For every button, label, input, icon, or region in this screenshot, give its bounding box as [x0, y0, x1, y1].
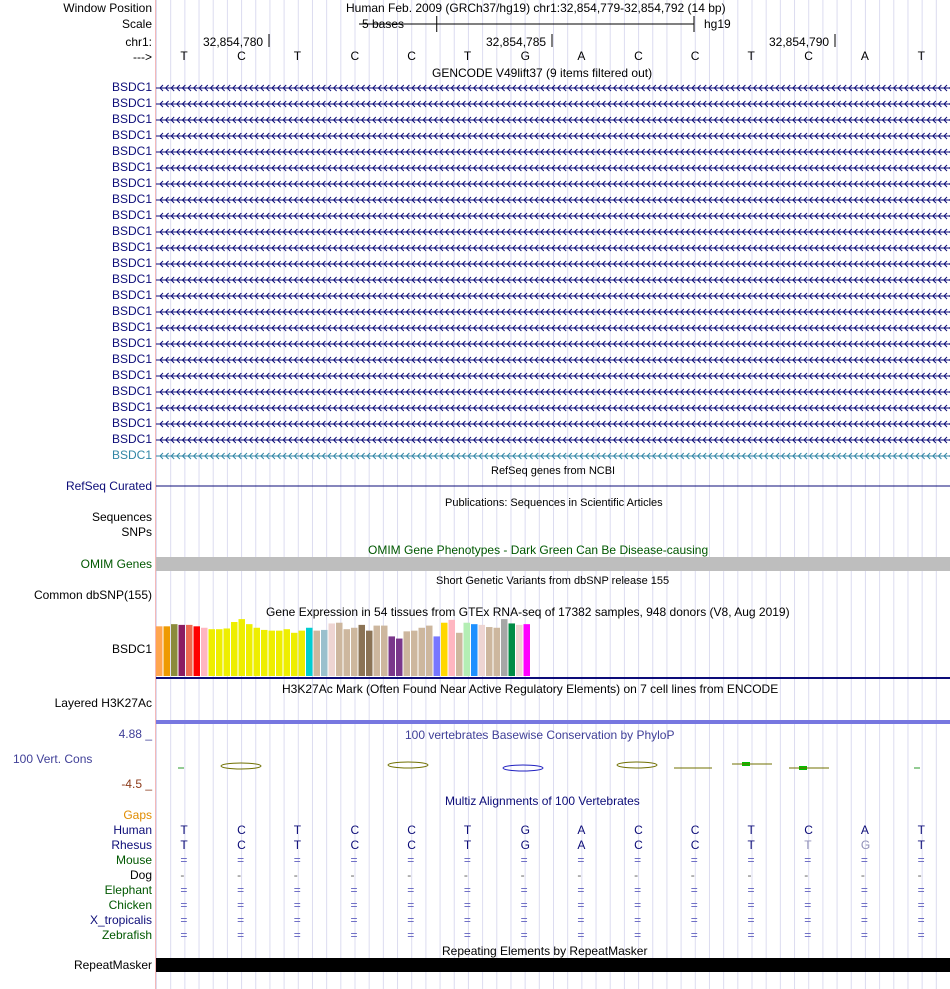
h3k27ac-title: H3K27Ac Mark (Often Found Near Active Regulatory Elements) on 7 cell lines from ENCODE — [282, 682, 779, 696]
alignment-base: = — [804, 898, 812, 912]
gencode-transcript[interactable] — [156, 341, 950, 347]
gtex-tissue-bar[interactable] — [261, 630, 268, 676]
gencode-item-label[interactable]: BSDC1 — [111, 80, 152, 94]
species-label[interactable]: Rhesus — [111, 838, 152, 852]
alignment-base: - — [577, 868, 582, 882]
alignment-base: = — [463, 913, 471, 927]
phylop-label[interactable]: 100 Vert. Cons — [13, 752, 93, 766]
alignment-base: T — [293, 838, 302, 852]
alignment-base: = — [237, 913, 245, 927]
alignment-base: T — [463, 823, 472, 837]
alignment-base: = — [917, 913, 925, 927]
alignment-base: C — [350, 838, 360, 852]
alignment-base: = — [463, 883, 471, 897]
alignment-base: = — [804, 883, 812, 897]
gencode-item-label[interactable]: BSDC1 — [111, 160, 152, 174]
gtex-tissue-bar[interactable] — [464, 623, 471, 676]
gtex-tissue-bar[interactable] — [389, 636, 396, 676]
species-label[interactable]: X_tropicalis — [89, 913, 152, 927]
gencode-transcript[interactable] — [156, 229, 950, 235]
alignment-base: = — [520, 928, 528, 942]
gtex-tissue-bar[interactable] — [419, 628, 426, 676]
gtex-tissue-bar[interactable] — [276, 631, 283, 676]
gtex-tissue-bar[interactable] — [426, 626, 433, 676]
alignment-base: = — [634, 928, 642, 942]
gtex-tissue-bar[interactable] — [314, 631, 321, 676]
alignment-base: = — [690, 928, 698, 942]
alignment-base: = — [350, 928, 358, 942]
sequence-base: A — [860, 49, 869, 63]
gencode-item-label[interactable]: BSDC1 — [111, 96, 152, 110]
gencode-transcript[interactable] — [156, 133, 950, 139]
gtex-tissue-bar[interactable] — [284, 629, 291, 676]
gtex-tissue-bar[interactable] — [306, 628, 313, 676]
gencode-transcript[interactable] — [156, 101, 950, 107]
gtex-tissue-bar[interactable] — [479, 625, 486, 676]
alignment-base: = — [804, 913, 812, 927]
alignment-base: = — [350, 853, 358, 867]
gencode-item-label[interactable]: BSDC1 — [111, 240, 152, 254]
gtex-tissue-bar[interactable] — [209, 629, 216, 676]
phylop-max-label: 4.88 _ — [118, 727, 152, 741]
gencode-transcript[interactable] — [156, 325, 950, 331]
ruler-position-3: 32,854,790 — [769, 35, 830, 49]
repeatmasker-label[interactable]: RepeatMasker — [73, 958, 152, 972]
ruler-position-1: 32,854,780 — [203, 35, 264, 49]
gencode-transcript[interactable] — [156, 453, 950, 459]
alignment-base: = — [463, 853, 471, 867]
gencode-item-label[interactable]: BSDC1 — [111, 416, 152, 430]
sequence-base: T — [747, 49, 755, 63]
refseq-label[interactable]: RefSeq Curated — [65, 479, 152, 493]
alignment-base: - — [293, 868, 298, 882]
alignment-base: = — [747, 928, 755, 942]
scale-text: 5 bases — [362, 17, 405, 31]
sequence-base: T — [180, 49, 188, 63]
gencode-transcript[interactable] — [156, 213, 950, 219]
alignment-base: - — [407, 868, 412, 882]
alignment-base: = — [293, 898, 301, 912]
alignment-base: T — [917, 838, 925, 852]
gencode-item-label[interactable]: BSDC1 — [111, 304, 152, 318]
sequence-base: C — [690, 49, 700, 63]
gencode-item-label[interactable]: BSDC1 — [111, 144, 152, 158]
alignment-base: = — [634, 913, 642, 927]
sequence-base: T — [293, 49, 302, 63]
alignment-base: = — [634, 883, 642, 897]
alignment-base: - — [690, 868, 695, 882]
gencode-item-label[interactable]: BSDC1 — [111, 352, 152, 366]
gencode-transcript[interactable] — [156, 197, 950, 203]
gtex-tissue-bar[interactable] — [516, 625, 523, 676]
alignment-base: T — [804, 838, 812, 852]
gtex-tissue-bar[interactable] — [501, 619, 508, 676]
alignment-base: - — [237, 868, 242, 882]
gencode-item-label[interactable]: BSDC1 — [111, 448, 152, 462]
gtex-tissue-bar[interactable] — [359, 625, 366, 676]
alignment-base: = — [747, 883, 755, 897]
gtex-tissue-bar[interactable] — [321, 630, 328, 676]
omim-gene-bar[interactable] — [156, 557, 950, 571]
gencode-item-label[interactable]: BSDC1 — [111, 256, 152, 270]
gtex-label[interactable]: BSDC1 — [111, 642, 152, 656]
alignment-base: = — [520, 898, 528, 912]
gtex-tissue-bar[interactable] — [179, 625, 186, 676]
gencode-transcript[interactable] — [156, 85, 950, 91]
alignment-base: = — [237, 883, 245, 897]
gtex-tissue-bar[interactable] — [224, 628, 231, 676]
sequence-base: A — [577, 49, 586, 63]
phylop-score — [732, 762, 772, 766]
alignment-base: C — [237, 823, 246, 837]
species-label[interactable]: Zebrafish — [101, 928, 152, 942]
gencode-item-label[interactable]: BSDC1 — [111, 368, 152, 382]
track-graphics — [156, 0, 950, 989]
alignment-base: C — [407, 823, 416, 837]
phylop-title: 100 vertebrates Basewise Conservation by PhyloP — [405, 728, 675, 742]
sequence-base: C — [350, 49, 360, 63]
gencode-transcript[interactable] — [156, 117, 950, 123]
refseq-title: RefSeq genes from NCBI — [491, 465, 616, 477]
gtex-tissue-bar[interactable] — [404, 631, 411, 676]
gtex-tissue-bar[interactable] — [299, 631, 306, 676]
alignment-base: = — [860, 928, 868, 942]
alignment-base: C — [350, 823, 360, 837]
alignment-base: - — [634, 868, 639, 882]
gencode-item-label[interactable]: BSDC1 — [111, 336, 152, 350]
phylop-score — [503, 765, 543, 771]
alignment-base: = — [350, 883, 358, 897]
alignment-base: = — [407, 928, 415, 942]
alignment-base: = — [407, 883, 415, 897]
gtex-tissue-bar[interactable] — [486, 627, 493, 676]
gtex-tissue-bar[interactable] — [171, 624, 178, 676]
strand-label: ---> — [133, 50, 152, 64]
gtex-tissue-bar[interactable] — [329, 623, 336, 676]
alignment-base: = — [634, 853, 642, 867]
gencode-transcript[interactable] — [156, 357, 950, 363]
gencode-item-label[interactable]: BSDC1 — [111, 224, 152, 238]
gencode-item-label[interactable]: BSDC1 — [111, 192, 152, 206]
gtex-tissue-bar[interactable] — [156, 626, 163, 676]
alignment-base: = — [237, 928, 245, 942]
alignment-base: = — [690, 883, 698, 897]
alignment-base: = — [747, 913, 755, 927]
alignment-base: = — [577, 853, 585, 867]
alignment-base: - — [180, 868, 185, 882]
species-label[interactable]: Dog — [129, 868, 152, 882]
gtex-tissue-bar[interactable] — [351, 628, 358, 676]
alignment-base: = — [407, 913, 415, 927]
alignment-base: = — [860, 883, 868, 897]
alignment-base: = — [747, 898, 755, 912]
scale-label: Scale — [121, 17, 152, 31]
alignment-base: A — [577, 823, 586, 837]
alignment-base: C — [634, 823, 643, 837]
gtex-tissue-bar[interactable] — [254, 628, 261, 676]
alignment-base: T — [747, 823, 755, 837]
alignment-base: = — [577, 913, 585, 927]
gencode-transcript[interactable] — [156, 389, 950, 395]
alignment-base: = — [180, 853, 188, 867]
gencode-transcript[interactable] — [156, 261, 950, 267]
gencode-transcript[interactable] — [156, 277, 950, 283]
alignment-base: - — [804, 868, 809, 882]
alignment-base: = — [860, 913, 868, 927]
alignment-base: T — [293, 823, 302, 837]
gtex-tissue-bar[interactable] — [201, 628, 208, 676]
gtex-tissue-bar[interactable] — [336, 623, 343, 676]
alignment-base: - — [463, 868, 468, 882]
publications-sequences-label[interactable]: Sequences — [91, 510, 152, 524]
gtex-tissue-bar[interactable] — [194, 626, 201, 676]
alignment-base: C — [634, 838, 643, 852]
gtex-tissue-bar[interactable] — [396, 639, 403, 676]
gtex-tissue-bar[interactable] — [524, 624, 531, 676]
gtex-tissue-bar[interactable] — [374, 626, 381, 676]
gtex-tissue-bar[interactable] — [186, 625, 193, 676]
gtex-tissue-bar[interactable] — [509, 623, 516, 676]
alignment-base: = — [917, 853, 925, 867]
gtex-tissue-bar[interactable] — [381, 626, 388, 676]
gencode-item-label[interactable]: BSDC1 — [111, 128, 152, 142]
alignment-base: = — [293, 883, 301, 897]
gtex-tissue-bar[interactable] — [231, 622, 238, 676]
gtex-tissue-bar[interactable] — [411, 631, 418, 676]
gtex-tissue-bar[interactable] — [456, 633, 463, 676]
gtex-tissue-bar[interactable] — [239, 619, 246, 676]
gencode-transcript[interactable] — [156, 293, 950, 299]
alignment-base: = — [804, 928, 812, 942]
gencode-transcript[interactable] — [156, 245, 950, 251]
track-label-column — [0, 0, 155, 989]
gencode-item-label[interactable]: BSDC1 — [111, 112, 152, 126]
gtex-tissue-bar[interactable] — [449, 620, 456, 676]
gencode-item-label[interactable]: BSDC1 — [111, 320, 152, 334]
h3k27ac-label[interactable]: Layered H3K27Ac — [54, 696, 152, 710]
alignment-base: = — [293, 928, 301, 942]
multiz-gaps-label[interactable]: Gaps — [123, 808, 152, 822]
gencode-item-label[interactable]: BSDC1 — [111, 384, 152, 398]
gencode-title: GENCODE V49lift37 (9 items filtered out) — [432, 66, 653, 80]
repeatmasker-element-bar[interactable] — [156, 958, 950, 972]
track-data-area[interactable] — [156, 0, 950, 989]
alignment-base: T — [180, 838, 188, 852]
alignment-base: C — [690, 823, 700, 837]
alignment-base: = — [520, 853, 528, 867]
gtex-tissue-bar[interactable] — [291, 633, 298, 676]
gtex-tissue-bar[interactable] — [344, 629, 351, 676]
gencode-item-label[interactable]: BSDC1 — [111, 288, 152, 302]
alignment-base: = — [407, 853, 415, 867]
alignment-base: = — [180, 883, 188, 897]
alignment-base: = — [350, 913, 358, 927]
species-label[interactable]: Human — [113, 823, 152, 837]
gtex-tissue-bar[interactable] — [434, 636, 441, 676]
publications-snps-label[interactable]: SNPs — [121, 525, 152, 539]
alignment-base: T — [180, 823, 188, 837]
gtex-tissue-bar[interactable] — [164, 626, 171, 676]
gencode-transcript[interactable] — [156, 421, 950, 427]
chrom-label: chr1: — [125, 35, 152, 49]
dbsnp-label[interactable]: Common dbSNP(155) — [33, 588, 152, 602]
alignment-base: = — [463, 898, 471, 912]
gencode-item-label[interactable]: BSDC1 — [111, 400, 152, 414]
assembly-position-text: Human Feb. 2009 (GRCh37/hg19) chr1:32,854,779-32,854,792 (14 bp) — [346, 1, 726, 15]
gencode-transcript[interactable] — [156, 149, 950, 155]
gencode-item-label[interactable]: BSDC1 — [111, 208, 152, 222]
alignment-base: C — [237, 838, 246, 852]
alignment-base: = — [690, 853, 698, 867]
label-divider-line — [155, 0, 156, 989]
sequence-base: C — [804, 49, 813, 63]
h3k27ac-signal-band[interactable] — [156, 720, 950, 724]
phylop-score — [388, 762, 428, 768]
sequence-base: C — [634, 49, 643, 63]
alignment-base: C — [407, 838, 416, 852]
alignment-base: = — [690, 898, 698, 912]
gencode-transcript[interactable] — [156, 165, 950, 171]
alignment-base: = — [237, 853, 245, 867]
scale-db-text: hg19 — [704, 17, 731, 31]
multiz-title: Multiz Alignments of 100 Vertebrates — [445, 794, 640, 808]
publications-title: Publications: Sequences in Scientific Articles — [445, 497, 663, 509]
alignment-base: = — [237, 898, 245, 912]
window-position-label: Window Position — [63, 1, 152, 15]
gencode-item-label[interactable]: BSDC1 — [111, 432, 152, 446]
alignment-base: = — [577, 898, 585, 912]
alignment-base: = — [917, 898, 925, 912]
repeatmasker-title: Repeating Elements by RepeatMasker — [442, 944, 648, 958]
alignment-base: = — [293, 853, 301, 867]
gencode-transcript[interactable] — [156, 437, 950, 443]
alignment-base: = — [577, 928, 585, 942]
sequence-base: G — [520, 49, 530, 63]
sequence-base: T — [463, 49, 472, 63]
alignment-base: = — [350, 898, 358, 912]
alignment-base: = — [747, 853, 755, 867]
alignment-base: C — [690, 838, 700, 852]
alignment-base: = — [463, 928, 471, 942]
alignment-base: = — [690, 913, 698, 927]
alignment-base: = — [520, 913, 528, 927]
species-label[interactable]: Chicken — [108, 898, 152, 912]
alignment-base: A — [577, 838, 586, 852]
phylop-score — [221, 763, 261, 769]
gencode-item-label[interactable]: BSDC1 — [111, 176, 152, 190]
gencode-transcript[interactable] — [156, 309, 950, 315]
phylop-score — [617, 762, 657, 768]
alignment-base: - — [860, 868, 865, 882]
alignment-base: = — [804, 853, 812, 867]
alignment-base: A — [860, 823, 869, 837]
gencode-transcript[interactable] — [156, 373, 950, 379]
gtex-tissue-bar[interactable] — [366, 631, 373, 676]
gtex-tissue-bar[interactable] — [441, 623, 448, 676]
alignment-base: = — [180, 913, 188, 927]
gencode-transcript[interactable] — [156, 405, 950, 411]
alignment-base: = — [577, 883, 585, 897]
sequence-base: C — [237, 49, 246, 63]
alignment-base: - — [520, 868, 525, 882]
gtex-tissue-bar[interactable] — [269, 631, 276, 676]
alignment-base: = — [860, 898, 868, 912]
alignment-base: T — [463, 838, 472, 852]
gencode-item-label[interactable]: BSDC1 — [111, 272, 152, 286]
alignment-base: = — [634, 898, 642, 912]
ruler-position-2: 32,854,785 — [486, 35, 547, 49]
alignment-base: = — [520, 883, 528, 897]
omim-label[interactable]: OMIM Genes — [80, 557, 152, 571]
alignment-base: = — [917, 883, 925, 897]
alignment-base: = — [180, 928, 188, 942]
alignment-base: = — [860, 853, 868, 867]
species-label[interactable]: Elephant — [104, 883, 152, 897]
phylop-min-label: -4.5 _ — [121, 777, 152, 791]
alignment-base: G — [520, 823, 530, 837]
gtex-tissue-bar[interactable] — [216, 629, 223, 676]
alignment-base: G — [520, 838, 530, 852]
species-label[interactable]: Mouse — [115, 853, 152, 867]
alignment-base: = — [293, 913, 301, 927]
alignment-base: T — [747, 838, 755, 852]
gtex-tissue-bar[interactable] — [494, 628, 501, 676]
alignment-base: = — [917, 928, 925, 942]
dbsnp-title: Short Genetic Variants from dbSNP release 155 — [436, 575, 670, 587]
gtex-title: Gene Expression in 54 tissues from GTEx RNA-seq of 17382 samples, 948 donors (V8, Aug 2019) — [266, 605, 790, 619]
alignment-base: = — [180, 898, 188, 912]
sequence-base: C — [407, 49, 416, 63]
alignment-base: - — [917, 868, 922, 882]
alignment-base: T — [917, 823, 925, 837]
alignment-base: - — [350, 868, 355, 882]
gtex-tissue-bar[interactable] — [471, 624, 478, 676]
alignment-base: - — [747, 868, 752, 882]
phylop-score — [789, 766, 829, 770]
alignment-base: G — [860, 838, 871, 852]
gencode-transcript[interactable] — [156, 181, 950, 187]
alignment-base: C — [804, 823, 813, 837]
gtex-tissue-bar[interactable] — [246, 624, 253, 676]
sequence-base: T — [917, 49, 925, 63]
alignment-base: = — [407, 898, 415, 912]
omim-title: OMIM Gene Phenotypes - Dark Green Can Be Disease-causing — [368, 543, 709, 557]
